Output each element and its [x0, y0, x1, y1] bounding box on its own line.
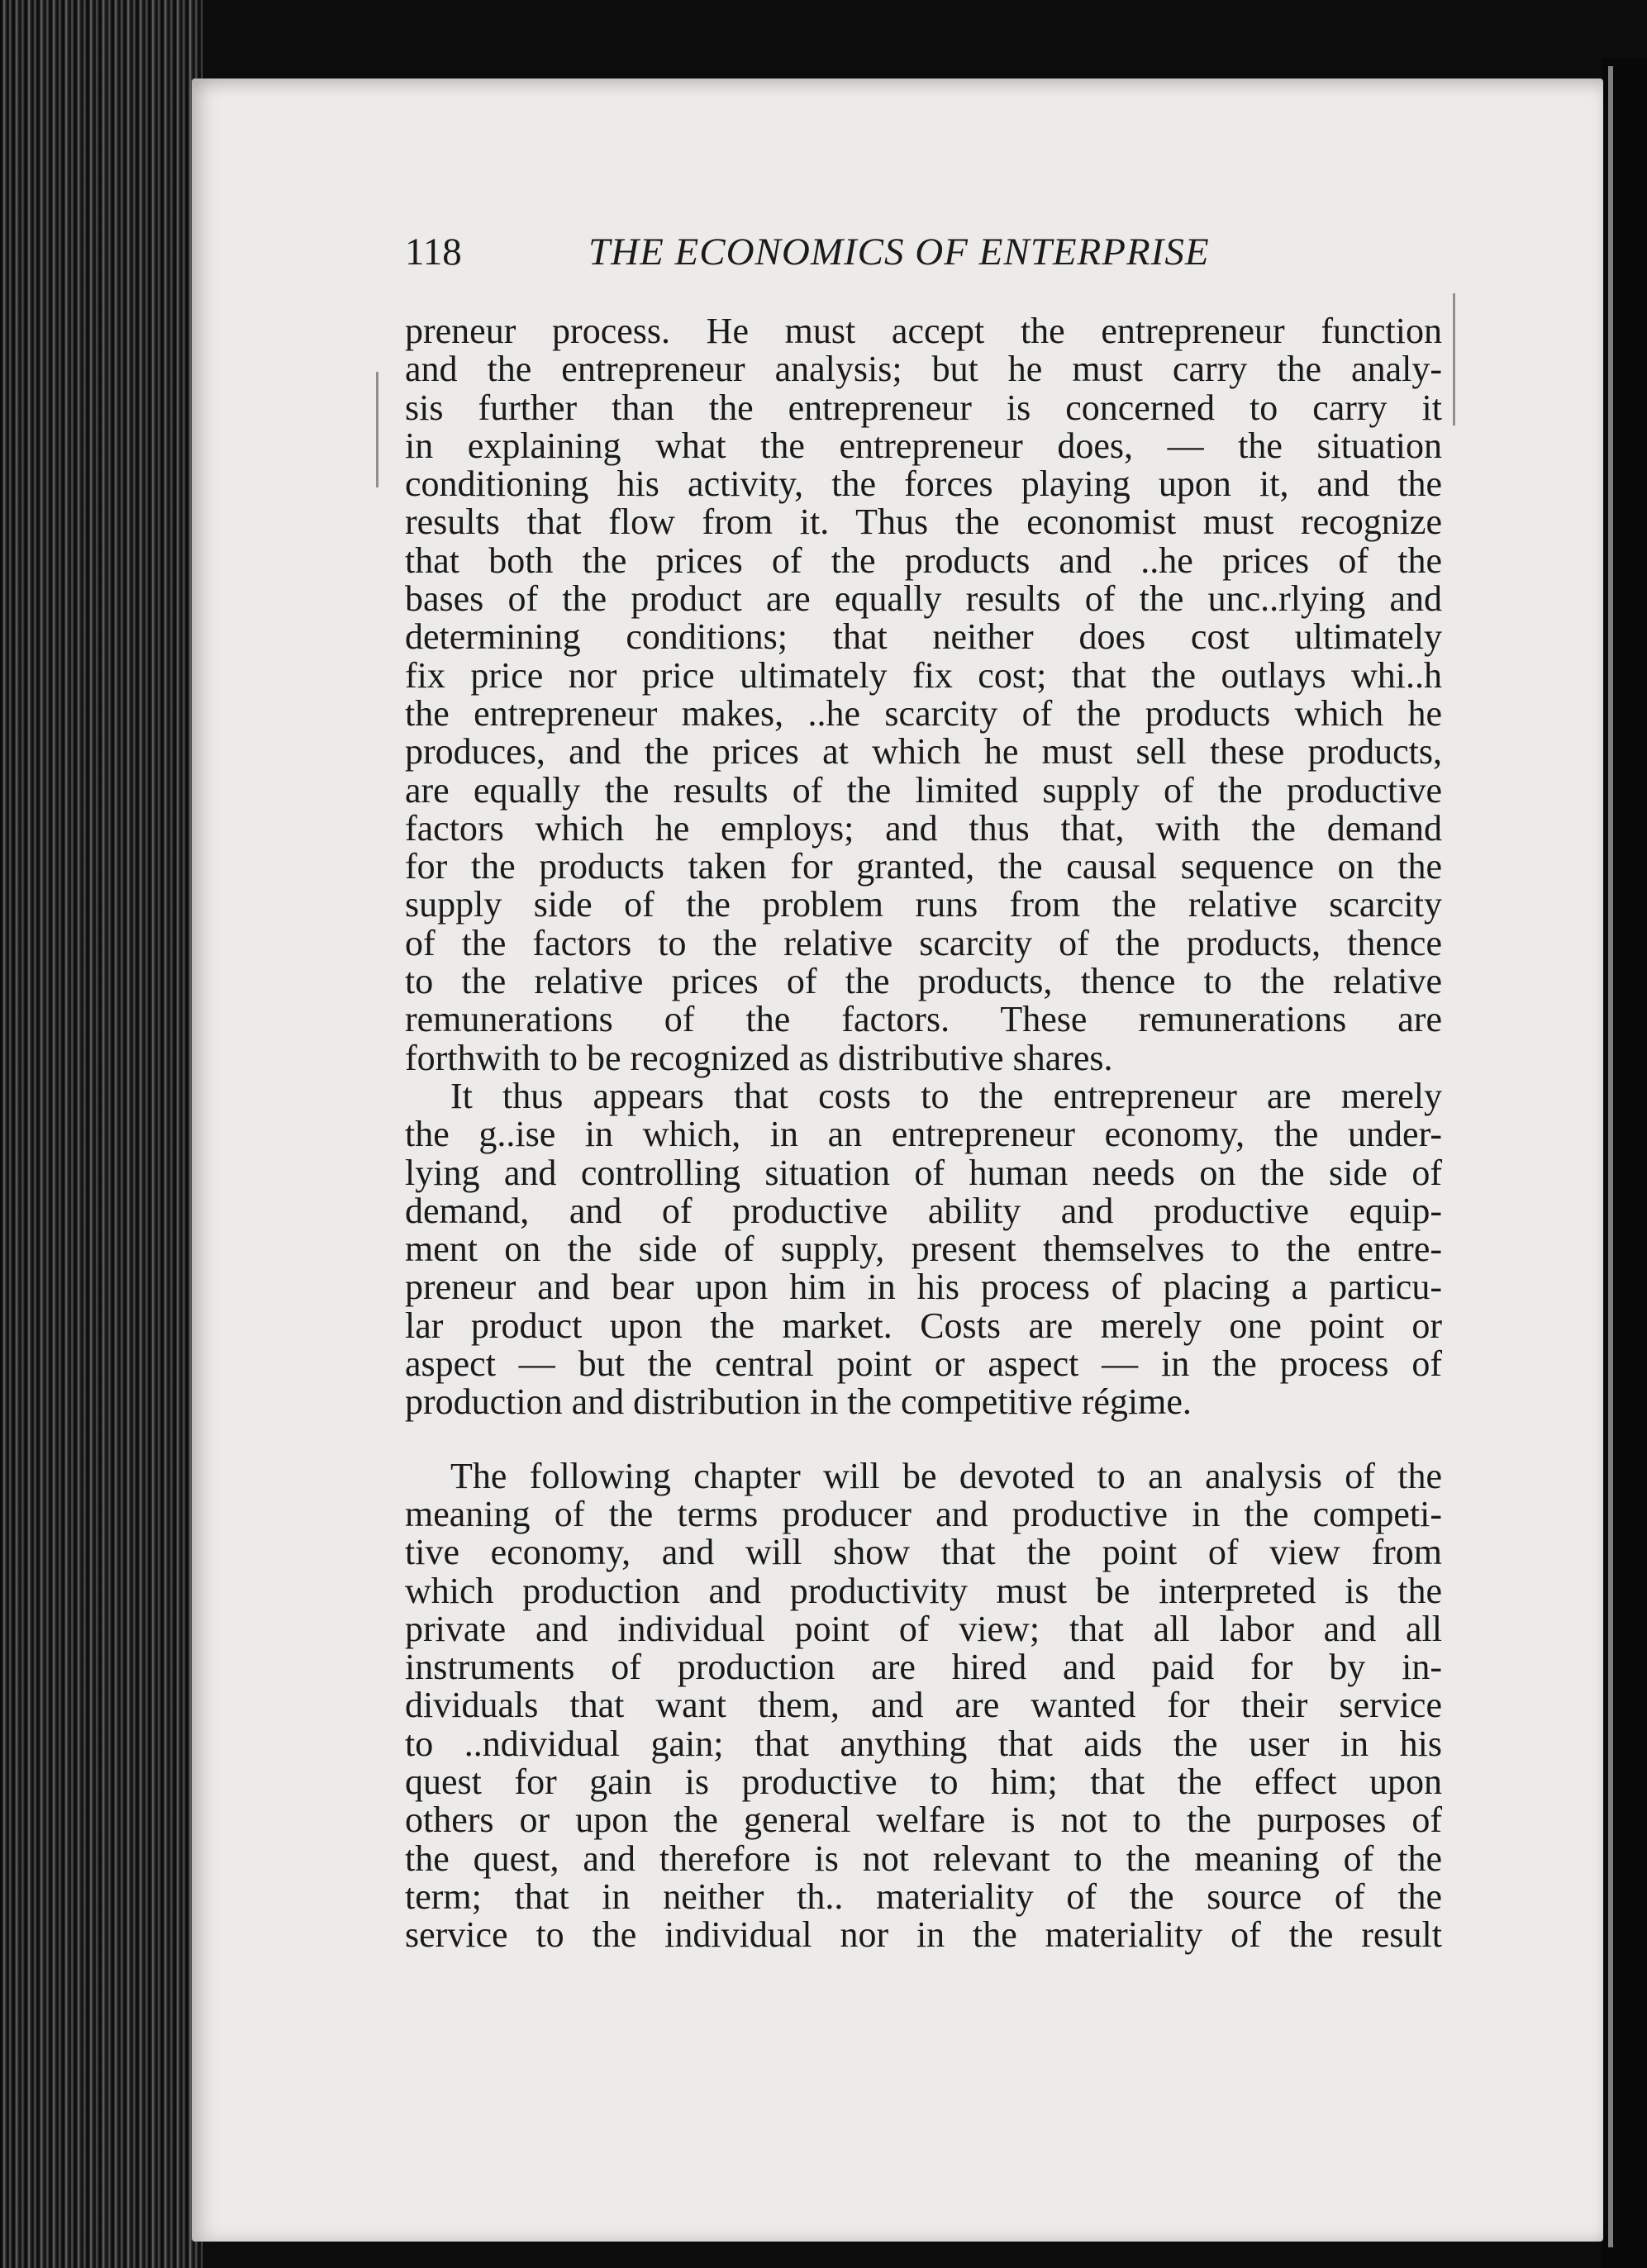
text-line: tive economy, and will show that the point of view from	[405, 1532, 1442, 1573]
text-line: dividuals that want them, and are wanted for their service	[405, 1685, 1442, 1726]
text-line: production and distribution in the competitive régime.	[405, 1381, 1192, 1423]
text-line: in explaining what the entrepreneur does, — the situation	[405, 425, 1442, 466]
text-line: the quest, and therefore is not relevant to the meaning of the	[405, 1838, 1442, 1879]
text-line: preneur and bear upon him in his process of placing a particu-	[405, 1267, 1442, 1308]
paragraph-2	[405, 1077, 1442, 1422]
page-header	[405, 230, 1446, 279]
paragraph-3	[405, 1457, 1442, 1955]
paragraph-gap	[405, 1422, 1442, 1457]
text-line: private and individual point of view; that all labor and all	[405, 1608, 1442, 1649]
text-line: determining conditions; that neither does cost ultimately	[405, 616, 1442, 658]
text-line: The following chapter will be devoted to an analysis of the	[450, 1455, 1442, 1496]
text-line: ment on the side of supply, present themselves to the entre-	[405, 1229, 1442, 1270]
text-line: demand, and of productive ability and productive equip-	[405, 1190, 1442, 1231]
body-text	[405, 312, 1442, 1954]
text-line: aspect — but the central point or aspect — in the process of	[405, 1343, 1442, 1385]
text-line: conditioning his activity, the forces playing upon it, and the	[405, 464, 1442, 505]
text-line: which production and productivity must be interpreted is the	[405, 1570, 1442, 1611]
text-line: the g..ise in which, in an entrepreneur economy, the under-	[405, 1114, 1442, 1155]
text-line: It thus appears that costs to the entrepreneur are merely	[450, 1075, 1442, 1116]
text-line: lar product upon the market. Costs are merely one point or	[405, 1305, 1442, 1346]
book-right-edge-line	[1608, 66, 1613, 2247]
text-line: remunerations of the factors. These remunerations are	[405, 999, 1442, 1040]
text-line: and the entrepreneur analysis; but he must carry the analy-	[405, 349, 1442, 390]
text-line: results that flow from it. Thus the economist must recognize	[405, 502, 1442, 543]
text-line: term; that in neither th.. materiality of the source of the	[405, 1876, 1442, 1917]
text-line: of the factors to the relative scarcity of the products, thence	[405, 922, 1442, 963]
text-line: preneur process. He must accept the entrepreneur function	[405, 311, 1442, 351]
running-head: THE ECONOMICS OF ENTERPRISE	[588, 231, 1210, 273]
text-line: fix price nor price ultimately fix cost; that the outlays whi..h	[405, 654, 1442, 696]
book-page-edges	[0, 0, 202, 2268]
text-line: quest for gain is productive to him; that the effect upon	[405, 1761, 1442, 1802]
text-line: instruments of production are hired and paid for by in-	[405, 1647, 1442, 1688]
text-line: meaning of the terms producer and productive in the competi-	[405, 1493, 1442, 1534]
paragraph-1	[405, 312, 1442, 1077]
text-line: for the products taken for granted, the causal sequence on the	[405, 846, 1442, 887]
text-line: to the relative prices of the products, thence to the relative	[405, 961, 1442, 1002]
text-line: to ..ndividual gain; that anything that aids the user in his	[405, 1723, 1442, 1764]
text-line: that both the prices of the products and ..he prices of the	[405, 540, 1442, 581]
text-line: bases of the product are equally results of the unc..rlying and	[405, 578, 1442, 620]
margin-mark-right	[1453, 293, 1455, 426]
text-line: lying and controlling situation of human needs on the side of	[405, 1152, 1442, 1193]
margin-mark-left	[376, 372, 378, 487]
page-number: 118	[405, 231, 462, 273]
text-line: produces, and the prices at which he must sell these products,	[405, 731, 1442, 773]
text-line: sis further than the entrepreneur is concerned to carry it	[405, 387, 1442, 428]
text-line: forthwith to be recognized as distributive shares.	[405, 1037, 1113, 1078]
text-line: factors which he employs; and thus that, with the demand	[405, 807, 1442, 849]
text-line: others or upon the general welfare is not to the purposes of	[405, 1800, 1442, 1841]
text-line: supply side of the problem runs from the relative scarcity	[405, 884, 1442, 925]
text-line: service to the individual nor in the materiality of the result	[405, 1914, 1442, 1956]
text-line: the entrepreneur makes, ..he scarcity of the products which he	[405, 692, 1442, 734]
text-line: are equally the results of the limited supply of the productive	[405, 769, 1442, 811]
